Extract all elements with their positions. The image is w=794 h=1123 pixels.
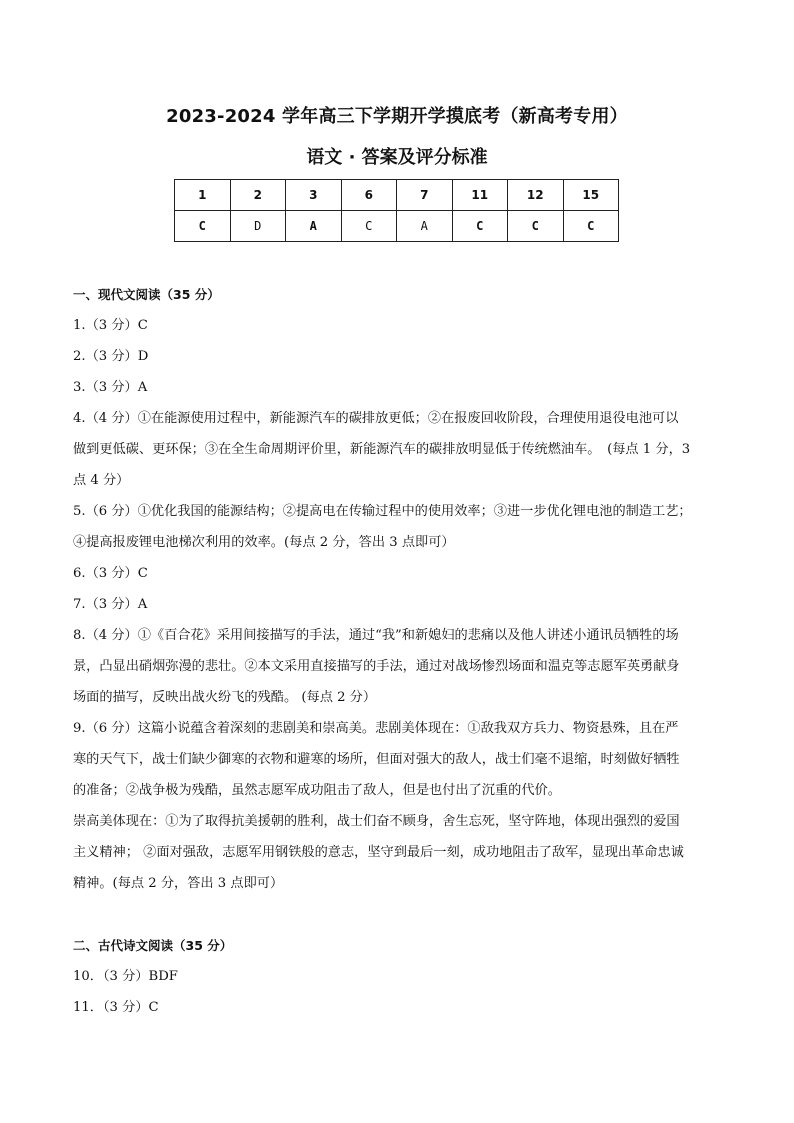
answer-cell: C (563, 211, 619, 242)
question-number-cell: 6 (341, 180, 397, 211)
answer-q5-line: ④提高报废锂电池梯次利用的效率。(每点 2 分，答出 3 点即可） (73, 535, 455, 550)
section-heading: 一、现代文阅读（35 分） (73, 287, 220, 302)
answer-q9-line: 9.（6 分）这篇小说蕴含着深刻的悲剧美和崇高美。悲剧美体现在：①敌我双方兵力、物资悬殊，且在严 (73, 721, 679, 736)
question-number-cell: 12 (508, 180, 564, 211)
answer-q11: 11．（3 分）C (73, 1000, 159, 1015)
answer-cell: D (230, 211, 286, 242)
answer-q8-line: 场面的描写，反映出战火纷飞的残酷。 (每点 2 分） (73, 690, 377, 705)
answer-q5-line: 5.（6 分）①优化我国的能源结构；②提高电在传输过程中的使用效率；③进一步优化锂电池的制造工艺； (73, 504, 692, 519)
answer-q1: 1.（3 分）C (73, 318, 148, 333)
answer-cell: A (397, 211, 453, 242)
page-title: 2023-2024 学年高三下学期开学摸底考（新高考专用） (166, 106, 628, 127)
answer-q9-line: 寒的天气下，战士们缺少御寒的衣物和避寒的场所，但面对强大的敌人，战士们毫不退缩，时刻做好牺牲 (73, 752, 680, 767)
answer-q3: 3.（3 分）A (73, 380, 148, 395)
answer-q8-line: 景，凸显出硝烟弥漫的悲壮。②本文采用直接描写的手法，通过对战场惨烈场面和温克等志愿军英勇献身 (73, 659, 680, 674)
answer-q7: 7.（3 分）A (73, 597, 148, 612)
answer-q9-line: 的准备；②战争极为残酷，虽然志愿军成功阻击了敌人，但是也付出了沉重的代价。 (73, 783, 561, 798)
answer-q4-line: 做到更低碳、更环保；③在全生命周期评价里，新能源汽车的碳排放明显低于传统燃油车。 (每点 1 分，3 (73, 442, 691, 457)
question-number-cell: 2 (230, 180, 286, 211)
answer-cell: C (508, 211, 564, 242)
answer-cell: C (452, 211, 508, 242)
page-subtitle: 语文 · 答案及评分标准 (306, 147, 488, 168)
question-number-row (175, 180, 619, 211)
answer-key-table (174, 179, 619, 242)
question-number-cell: 15 (563, 180, 619, 211)
answer-q9-line: 精神。(每点 2 分，答出 3 点即可） (73, 876, 284, 891)
question-number-cell: 3 (286, 180, 342, 211)
section-heading: 二、古代诗文阅读（35 分） (73, 938, 233, 953)
answer-q9-line: 主义精神； ②面对强敌，志愿军用钢铁般的意志，坚守到最后一刻，成功地阻击了敌军，显现出革命忠诚 (73, 845, 684, 860)
answer-cell: A (286, 211, 342, 242)
question-number-cell: 7 (397, 180, 453, 211)
answer-q10: 10．（3 分）BDF (73, 969, 178, 984)
answer-q9-line: 崇高美体现在：①为了取得抗美援朝的胜利，战士们奋不顾身，舍生忘死，坚守阵地，体现出强烈的爱国 (73, 814, 680, 829)
answer-q4-line: 4.（4 分）①在能源使用过程中，新能源汽车的碳排放更低；②在报废回收阶段，合理使用退役电池可以 (73, 411, 679, 426)
question-number-cell: 11 (452, 180, 508, 211)
answer-q4-line: 点 4 分） (73, 473, 130, 488)
answer-row (175, 211, 619, 242)
answer-cell: C (175, 211, 231, 242)
answer-q8-line: 8.（4 分）①《百合花》采用间接描写的手法，通过“我”和新媳妇的悲痛以及他人讲述小通讯员牺牲的场 (73, 628, 679, 643)
answer-q2: 2.（3 分）D (73, 349, 149, 364)
answer-cell: C (341, 211, 397, 242)
section-spacer (73, 899, 737, 930)
answer-q6: 6.（3 分）C (73, 566, 148, 581)
question-number-cell: 1 (175, 180, 231, 211)
answer-content (73, 279, 737, 1023)
